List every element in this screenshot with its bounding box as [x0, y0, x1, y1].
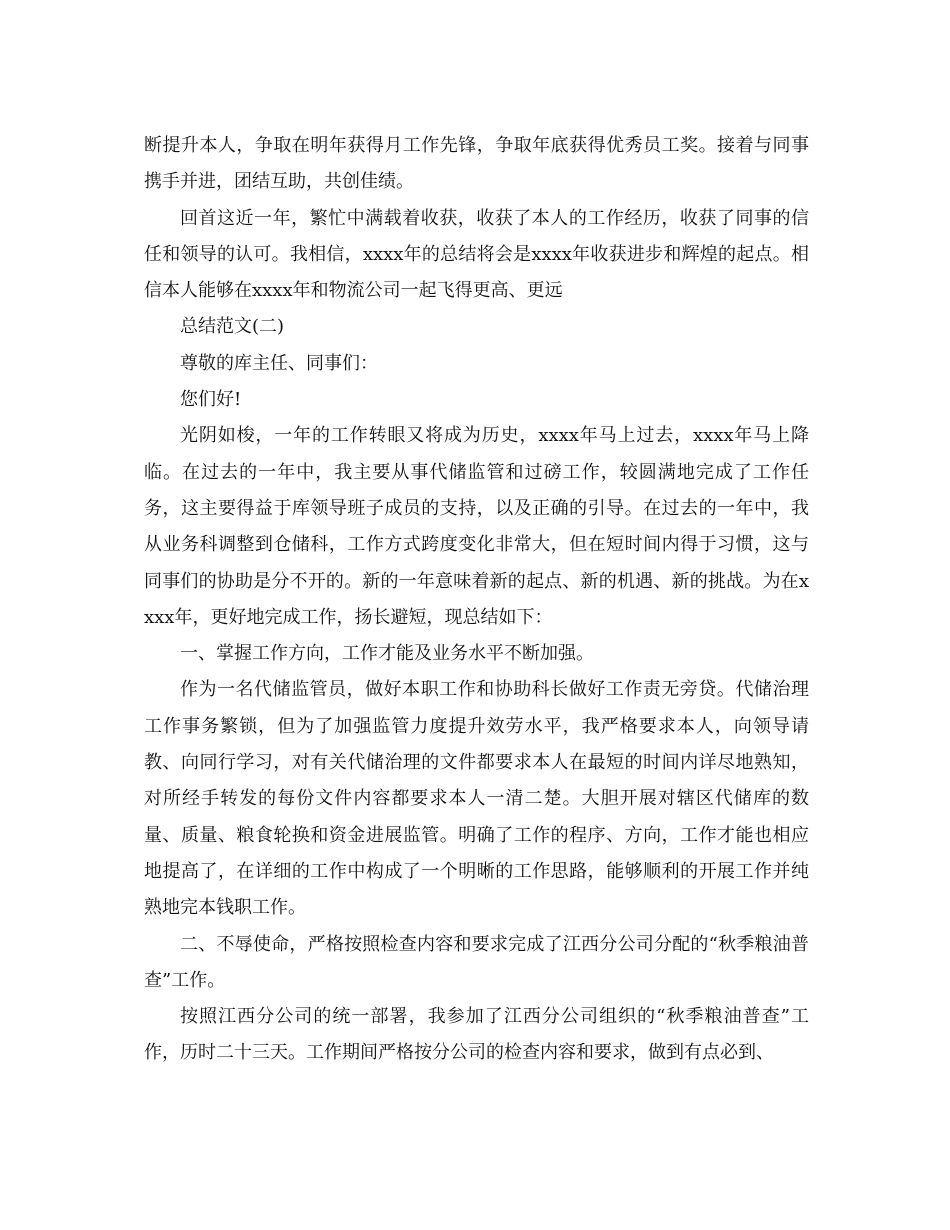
heading-one: 一、掌握工作方向，工作才能及业务水平不断加强。 [180, 643, 594, 665]
salutation: 尊敬的库主任、同事们： [180, 352, 378, 374]
section-title: 总结范文(二) [180, 316, 285, 338]
paragraph-continuation: 断提升本人，争取在明年获得月工作先锋，争取年底获得优秀员工奖。接着与同事携手并进，团结互助，共创佳绩。 [144, 135, 809, 193]
paragraph-two: 按照江西分公司的统一部署，我参加了江西分公司组织的“秋季粮油普查”工作，历时二十三天。工作期间严格按分公司的检查内容和要求，做到有点必到、 [144, 1006, 809, 1064]
paragraph-review: 回首这近一年，繁忙中满载着收获，收获了本人的工作经历，收获了同事的信任和领导的认可。我相信，xxxx年的总结将会是xxxx年收获进步和辉煌的起点。相信本人能够在xxxx年和物流公司一起飞得更高、更远 [144, 207, 809, 302]
document-body [144, 128, 809, 1072]
greeting: 您们好! [180, 389, 242, 411]
heading-two: 二、不辱使命，严格按照检查内容和要求完成了江西分公司分配的“秋季粮油普查”工作。 [144, 933, 809, 991]
paragraph-one: 作为一名代储监管员，做好本职工作和协助科长做好工作责无旁贷。代储治理工作事务繁锁，但为了加强监管力度提升效劳水平，我严格要求本人，向领导请教、向同行学习，对有关代储治理的文件都要求本人在最短的时间内详尽地熟知，对所经手转发的每份文件内容都要求本人一清二楚。大胆开展对辖区代储库的数量、质量、粮食轮换和资金进展监管。明确了工作的程序、方向，工作才能也相应地提高了，在详细的工作中构成了一个明晰的工作思路，能够顺利的开展工作并纯熟地完本钱职工作。 [144, 679, 809, 919]
paragraph-intro: 光阴如梭，一年的工作转眼又将成为历史，xxxx年马上过去，xxxx年马上降临。在过去的一年中，我主要从事代储监管和过磅工作，较圆满地完成了工作任务，这主要得益于库领导班子成员的支持，以及正确的引导。在过去的一年中，我从业务科调整到仓储科，工作方式跨度变化非常大，但在短时间内得于习惯，这与同事们的协助是分不开的。新的一年意味着新的起点、新的机遇、新的挑战。为在xxxx年，更好地完成工作，扬长避短，现总结如下： [144, 425, 809, 628]
